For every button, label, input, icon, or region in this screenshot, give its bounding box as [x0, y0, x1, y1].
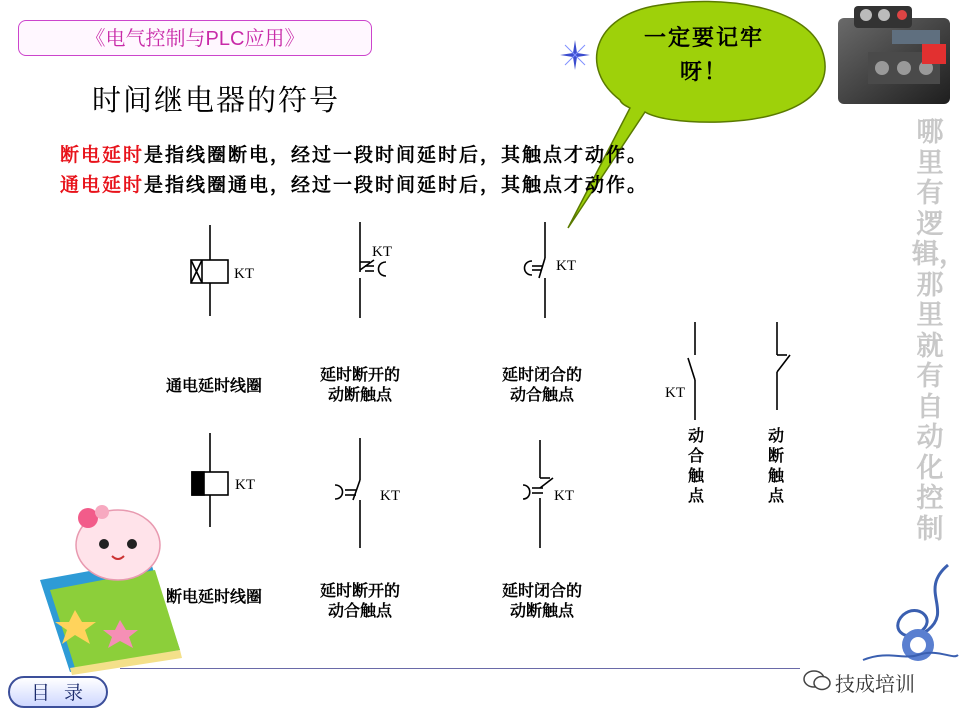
swirl-decoration-icon [858, 560, 960, 670]
definition-text: 是指线圈通电，经过一段时间延时后，其触点才动作。 [144, 174, 649, 196]
kt-label: KT [554, 488, 574, 504]
course-banner: 《电气控制与PLC应用》 [18, 20, 372, 56]
kt-label: KT [380, 488, 400, 504]
caption-instant-nc: 动断触点 [767, 426, 784, 505]
footer-divider [120, 668, 800, 669]
vertical-slogan: 哪里有逻辑，那里就有自动化控制 [912, 117, 966, 545]
term-on-delay: 通电延时 [60, 174, 145, 196]
caption-line: 延时闭合的 [501, 365, 582, 384]
caption-delay-close-no [482, 365, 602, 405]
slide-title: 时间继电器的符号 [92, 83, 341, 117]
instant-no-symbol [688, 322, 695, 420]
caption-on-delay-coil: 通电延时线圈 [165, 376, 262, 395]
caption-line: 动断触点 [327, 385, 392, 404]
kt-label: KT [372, 244, 392, 260]
caption-line: 延时闭合的 [501, 581, 582, 600]
delay-break-no-symbol [335, 438, 360, 548]
term-off-delay: 断电延时 [60, 144, 145, 166]
kt-label: KT [234, 266, 254, 282]
caption-line: 延时断开的 [319, 365, 400, 384]
delay-close-nc-symbol [523, 440, 553, 548]
instant-nc-symbol [777, 322, 790, 410]
definition-text: 是指线圈断电，经过一段时间延时后，其触点才动作。 [144, 144, 649, 166]
caption-delay-close-nc [482, 581, 602, 621]
on-delay-coil-symbol [191, 225, 228, 316]
watermark-text: 技成培训 [835, 672, 915, 696]
caption-off-delay-coil: 断电延时线圈 [165, 587, 262, 606]
caption-line: 延时断开的 [319, 581, 400, 600]
bubble-text: 一定要记牢呀！ [643, 26, 764, 85]
kt-label: KT [556, 258, 576, 274]
caption-line: 动断触点 [509, 601, 574, 620]
caption-instant-no: 动合触点 [687, 426, 704, 505]
delay-break-nc-symbol [360, 222, 386, 318]
delay-close-no-symbol [525, 222, 546, 318]
caption-delay-break-no [300, 581, 420, 621]
mascot-book-illustration [30, 500, 190, 675]
caption-delay-break-nc [300, 365, 420, 405]
caption-line: 动合触点 [327, 601, 392, 620]
caption-line: 动合触点 [509, 385, 574, 404]
off-delay-coil-symbol [192, 433, 228, 527]
kt-label: KT [235, 477, 255, 493]
table-of-contents-button[interactable]: 目录 [8, 676, 108, 708]
wechat-icon [802, 668, 832, 692]
kt-label: KT [665, 385, 685, 401]
